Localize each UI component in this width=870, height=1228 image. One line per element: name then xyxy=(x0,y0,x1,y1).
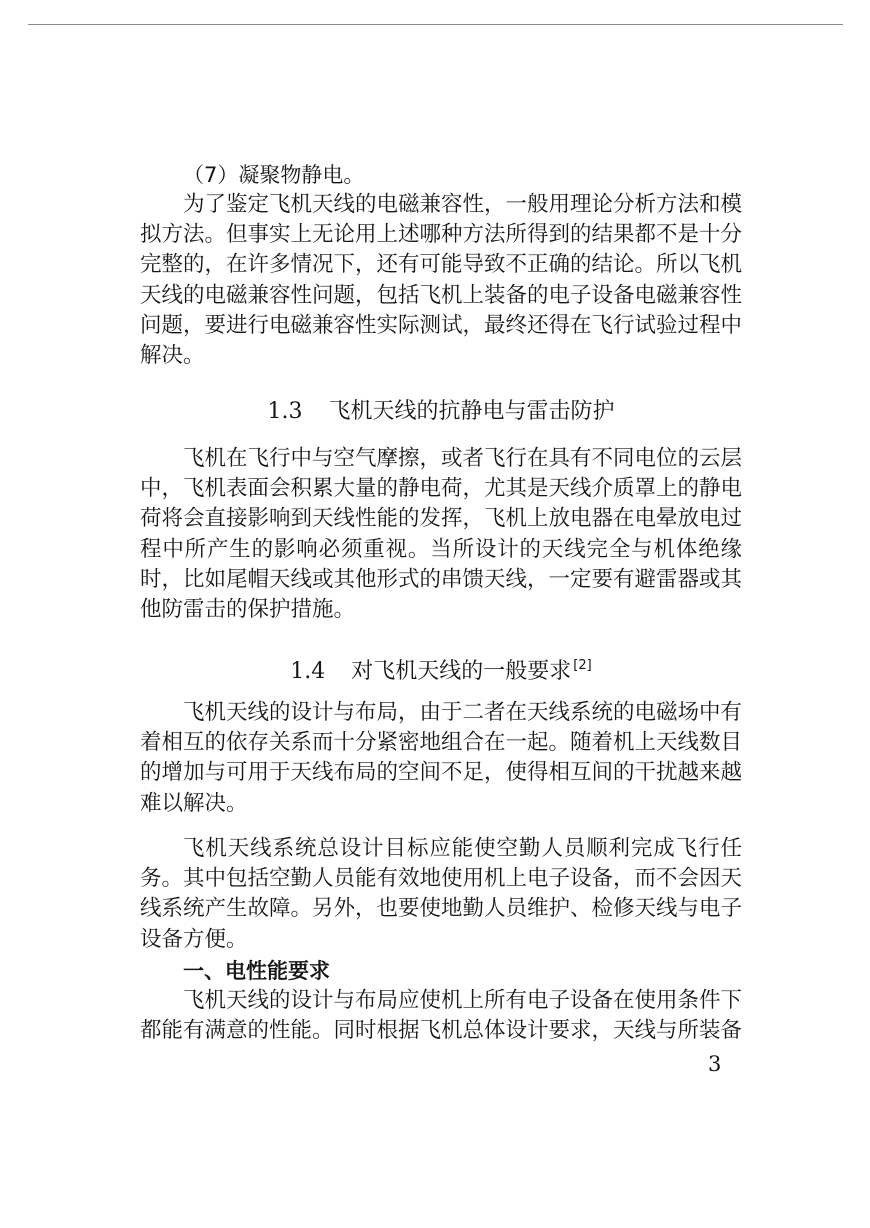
section-heading-1-4 xyxy=(140,651,742,687)
paragraph-design-goal: 飞机天线系统总设计目标应能使空勤人员顺利完成飞行任务。其中包括空勤人员能有效地使用机上电子设备，而不会因天线系统产生故障。另外，也要使地勤人员维护、检修天线与电子设备方便。 xyxy=(140,836,743,952)
section-number: 1.3 xyxy=(267,399,303,424)
section-number: 1.4 xyxy=(290,659,326,684)
reference-mark: [2] xyxy=(573,658,592,673)
section-title: 对飞机天线的一般要求 xyxy=(351,659,572,684)
page-number: 3 xyxy=(708,1052,722,1076)
paragraph-layout: 飞机天线的设计与布局，由于二者在天线系统的电磁场中有着相互的依存关系而十分紧密地组合在一起。随着机上天线数目的增加与可用于天线布局的空间不足，使得相互间的干扰越来越难以解决。 xyxy=(140,700,743,816)
list-item-7: （7）凝聚物静电。 xyxy=(183,163,365,187)
header-rule xyxy=(28,24,843,25)
section-title: 飞机天线的抗静电与雷击防护 xyxy=(328,399,615,424)
paragraph-electrical: 飞机天线的设计与布局应使机上所有电子设备在使用条件下都能有满意的性能。同时根据飞机总体设计要求，天线与所装备 xyxy=(140,988,743,1044)
paragraph-static: 飞机在飞行中与空气摩擦，或者飞行在具有不同电位的云层中，飞机表面会积累大量的静电荷，尤其是天线介质罩上的静电荷将会直接影响到天线性能的发挥，飞机上放电器在电晕放电过程中所产生的影响必须重视。当所设计的天线完全与机体绝缘时，比如尾帽天线或其他形式的串馈天线，一定要有避雷器或其他防雷击的保护措施。 xyxy=(140,446,743,623)
paragraph-emc: 为了鉴定飞机天线的电磁兼容性，一般用理论分析方法和模拟方法。但事实上无论用上述哪种方法所得到的结果都不是十分完整的，在许多情况下，还有可能导致不正确的结论。所以飞机天线的电磁兼容性问题，包括飞机上装备的电子设备电磁兼容性问题，要进行电磁兼容性实际测试，最终还得在飞行试验过程中解决。 xyxy=(140,192,743,369)
section-heading-1-3 xyxy=(140,397,742,427)
subheading-electrical: 一、电性能要求 xyxy=(183,959,330,983)
